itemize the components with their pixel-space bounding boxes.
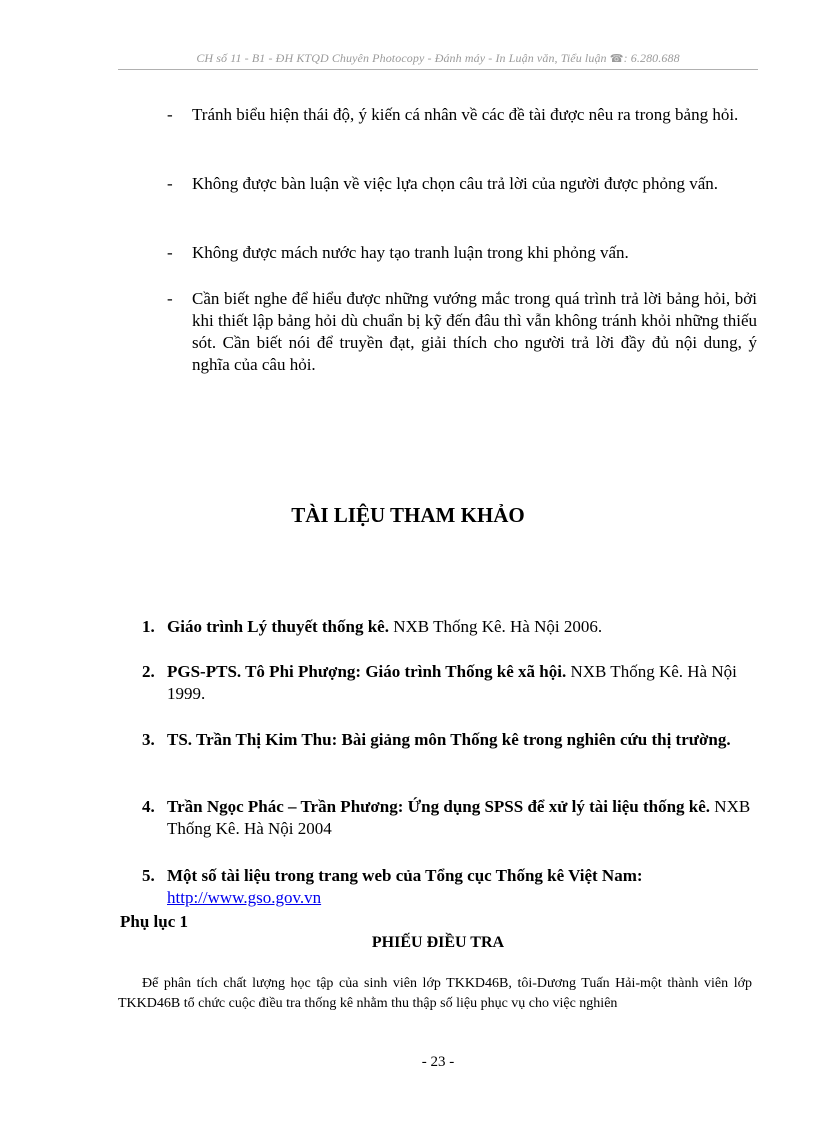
page-number: - 23 - — [421, 1054, 455, 1070]
reference-item — [142, 865, 758, 909]
reference-number: 3. — [142, 730, 155, 749]
reference-bold: Trần Ngọc Phác – Trần Phương: Ứng dụng SPSS để xử lý tài liệu thống kê. — [167, 797, 711, 816]
reference-item — [142, 729, 758, 751]
header-divider — [118, 69, 758, 70]
bullet-text: Không được bàn luận về việc lựa chọn câu trả lời của người được phỏng vấn. — [192, 174, 718, 193]
appendix-label: Phụ lục 1 — [120, 912, 189, 931]
bullet-item — [167, 104, 757, 126]
bullet-text: Tránh biểu hiện thái độ, ý kiến cá nhân về các đề tài được nêu ra trong bảng hỏi. — [192, 105, 739, 124]
reference-normal: NXB Thống Kê. Hà Nội 1999. — [167, 662, 737, 703]
reference-number: 1. — [142, 617, 155, 636]
reference-item — [142, 796, 758, 840]
reference-bold: PGS-PTS. Tô Phi Phượng: Giáo trình Thống kê xã hội. — [167, 662, 567, 681]
reference-link[interactable]: http://www.gso.gov.vn — [167, 888, 322, 907]
bullet-item — [167, 288, 757, 376]
survey-title: PHIẾU ĐIỀU TRA — [371, 934, 505, 951]
reference-number: 2. — [142, 662, 155, 681]
bullet-dash: - — [167, 105, 173, 124]
reference-bold: TS. Trần Thị Kim Thu: Bài giảng môn Thống kê trong nghiên cứu thị trường. — [167, 730, 731, 749]
bullet-text: Cần biết nghe để hiểu được những vướng mắc trong quá trình trả lời bảng hỏi, bởi khi thiết lập bảng hỏi dù chuẩn bị kỹ đến đâu thì vẫn không tránh khỏi những thiếu sót. Cần biết nói để truyền đạt, giải thích cho người trả lời đầy đủ nội dung, ý nghĩa của câu hỏi. — [192, 289, 757, 374]
bullet-dash: - — [167, 174, 173, 193]
intro-paragraph: Để phân tích chất lượng học tập của sinh viên lớp TKKD46B, tôi-Dương Tuấn Hải-một thành viên lớp TKKD46B tổ chức cuộc điều tra thống kê nhằm thu thập số liệu phục vụ cho việc nghiên — [118, 976, 752, 1011]
page-header — [118, 51, 758, 66]
reference-normal: NXB Thống Kê. Hà Nội 2004 — [167, 797, 751, 838]
reference-number: 4. — [142, 797, 155, 816]
reference-item — [142, 661, 758, 705]
reference-bold: Giáo trình Lý thuyết thống kê. — [167, 617, 389, 636]
header-text: CH số 11 - B1 - ĐH KTQD Chuyên Photocopy - Đánh máy - In Luận văn, Tiểu luận — [196, 51, 607, 65]
reference-bold: Một số tài liệu trong trang web của Tổng cục Thống kê Việt Nam: — [167, 866, 643, 885]
bullet-text: Không được mách nước hay tạo tranh luận trong khi phỏng vấn. — [192, 243, 629, 262]
reference-item — [142, 616, 758, 638]
reference-normal: NXB Thống Kê. Hà Nội 2006. — [388, 617, 603, 636]
header-phone: : 6.280.688 — [623, 51, 680, 65]
bullet-item — [167, 242, 757, 264]
bullet-dash: - — [167, 243, 173, 262]
reference-number: 5. — [142, 866, 155, 885]
references-title: TÀI LIỆU THAM KHẢO — [291, 503, 525, 527]
bullet-item — [167, 173, 757, 195]
phone-icon: ☎ — [609, 53, 624, 65]
bullet-dash: - — [167, 289, 173, 308]
